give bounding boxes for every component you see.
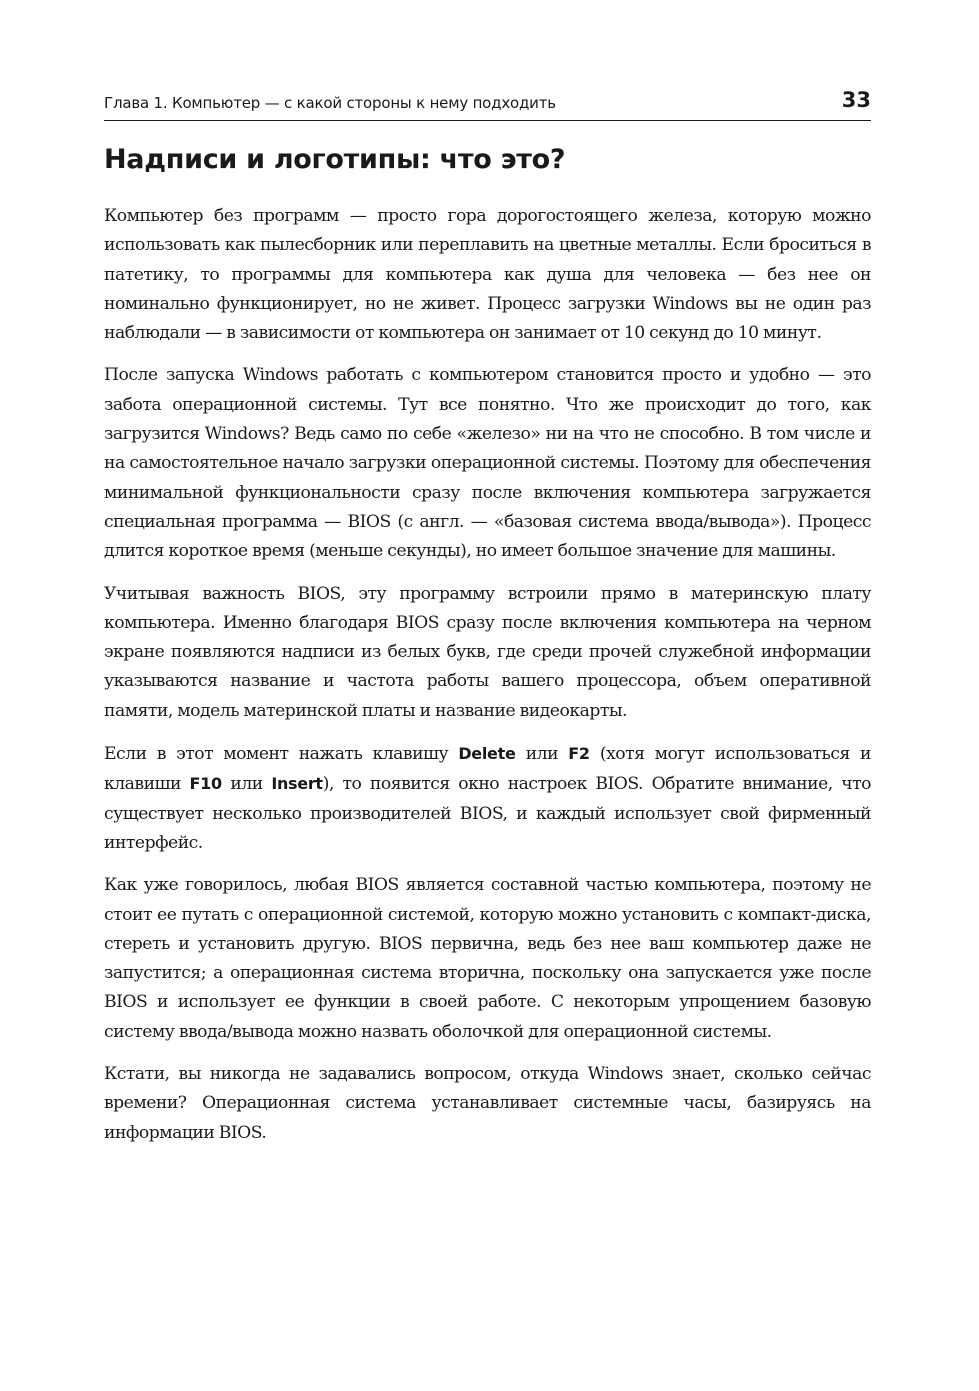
paragraph-5: Как уже говорилось, любая BIOS является составной частью компьютера, поэтому не стоит ее путать с операционной системой, которую можно установить с компакт-диска, стереть и установить другую. BIOS первична, ведь без нее ваш компьютер даже не запустится; а операционная система вторична, поскольку она запускается уже после BIOS и использует ее функции в своей работе. С некоторым упрощением базовую систему ввода/вывода можно назвать оболочкой для операционной системы. [104,875,871,1042]
page-number: 33 [841,88,871,112]
key-f10: F10 [189,774,222,794]
running-head [104,88,871,121]
paragraph-4-text-5: ), то появится окно настроек BIOS. Обратите внимание, что существует несколько производителей BIOS, и каждый использует свой фирменный интерфейс. [104,774,872,853]
paragraph-4-text-2: или [515,744,569,765]
key-f2: F2 [568,744,590,764]
key-insert: Insert [271,774,323,794]
paragraph-2: После запуска Windows работать с компьютером становится просто и удобно — это забота операционной системы. Тут все понятно. Что же происходит до того, как загрузится Windows? Ведь само по себе «железо» ни на что не способно. В том числе и на самостоятельное начало загрузки операционной системы. Поэтому для обеспечения минимальной функциональности сразу после включения компьютера загружается специальная программа — BIOS (с англ. — «базовая система ввода/вывода»). Процесс длится короткое время (меньше секунды), но имеет большое значение для машины. [104,365,871,562]
paragraph-4-text-1: Если в этот момент нажать клавишу [104,744,459,765]
paragraph-4-text-3: (хотя могут использоваться и клавиши [104,744,871,795]
section-heading: Надписи и логотипы: что это? [104,144,566,175]
paragraph-3: Учитывая важность BIOS, эту программу встроили прямо в материнскую плату компьютера. Именно благодаря BIOS сразу после включения компьютера на черном экране появляются надписи из белых букв, где среди прочей служебной информации указываются название и частота работы вашего процессора, объем оперативной памяти, модель материнской платы и название видеокарты. [104,583,871,721]
paragraph-1: Компьютер без программ — просто гора дорогостоящего железа, которую можно использовать как пылесборник или переплавить на цветные металлы. Если броситься в патетику, то программы для компьютера как душа для человека — без нее он номинально функционирует, но не живет. Процесс загрузки Windows вы не один раз наблюдали — в зависимости от компьютера он занимает от 10 секунд до 10 минут. [104,206,871,344]
body-text [104,202,871,1161]
running-title: Глава 1. Компьютер — с какой стороны к нему подходить [104,94,556,112]
paragraph-6: Кстати, вы никогда не задавались вопросом, откуда Windows знает, сколько сейчас времени? Операционная система устанавливает системные часы, базируясь на информации BIOS. [104,1064,871,1143]
key-delete: Delete [458,744,516,764]
paragraph-4 [104,739,871,858]
paragraph-4-text-4: или [221,774,272,795]
